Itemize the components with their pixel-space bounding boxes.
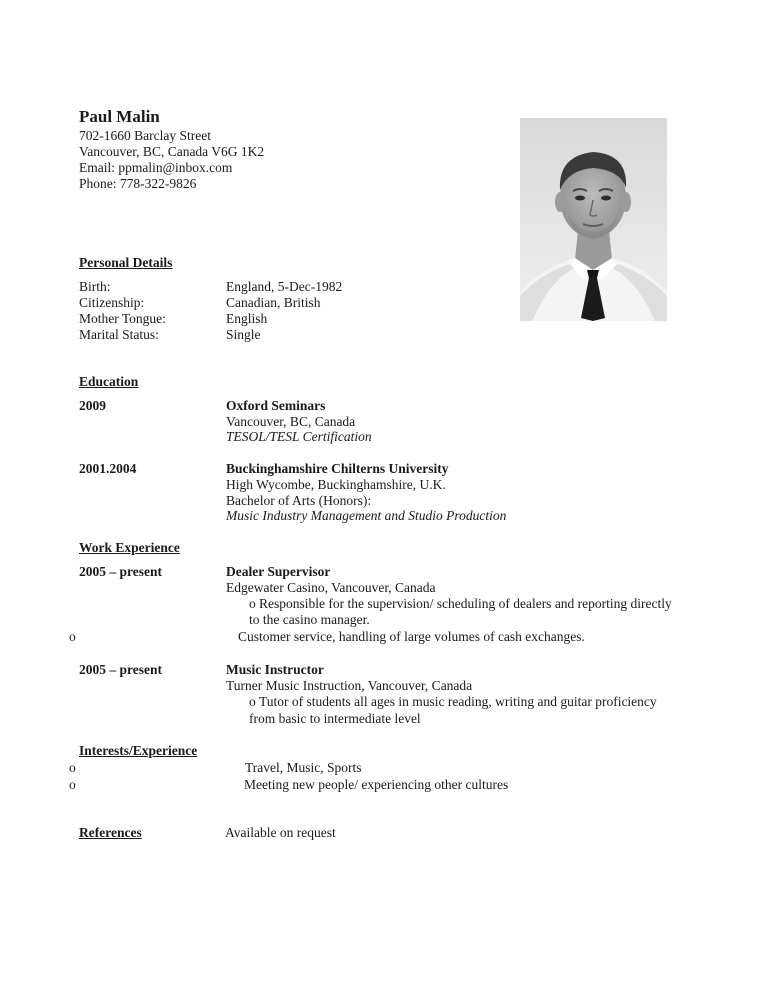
list-bullet: o xyxy=(69,629,76,644)
education-year: 2001.2004 xyxy=(79,461,137,476)
birth-value: England, 5-Dec-1982 xyxy=(226,279,343,294)
duty-line: Responsible for the supervision/ scheduling of dealers and reporting directly xyxy=(259,596,672,611)
education-detail: TESOL/TESL Certification xyxy=(226,429,372,444)
job-title: Music Instructor xyxy=(226,662,324,677)
education-location: High Wycombe, Buckinghamshire, U.K. xyxy=(226,477,446,492)
interest-item: Travel, Music, Sports xyxy=(245,760,362,775)
marital-status-label: Marital Status: xyxy=(79,327,159,342)
education-heading: Education xyxy=(79,374,139,389)
email-line: Email: ppmalin@inbox.com xyxy=(79,160,233,175)
education-location: Vancouver, BC, Canada xyxy=(226,414,356,429)
interests-heading: Interests/Experience xyxy=(79,743,198,758)
references-value: Available on request xyxy=(225,825,336,840)
work-experience-heading: Work Experience xyxy=(79,540,180,555)
birth-label: Birth: xyxy=(79,279,111,294)
marital-status-value: Single xyxy=(226,327,261,342)
interest-item: Meeting new people/ experiencing other cultures xyxy=(244,777,509,792)
employer: Edgewater Casino, Vancouver, Canada xyxy=(226,580,436,595)
mother-tongue-value: English xyxy=(226,311,268,326)
mother-tongue-label: Mother Tongue: xyxy=(79,311,166,326)
education-institution: Buckinghamshire Chilterns University xyxy=(226,461,449,476)
portrait-photo-icon xyxy=(520,118,667,321)
education-degree: Bachelor of Arts (Honors): xyxy=(226,493,372,508)
education-year: 2009 xyxy=(79,398,106,413)
duty-line-continued: from basic to intermediate level xyxy=(249,711,421,726)
citizenship-value: Canadian, British xyxy=(226,295,321,310)
address-line-2: Vancouver, BC, Canada V6G 1K2 xyxy=(79,144,265,159)
employer: Turner Music Instruction, Vancouver, Canada xyxy=(226,678,473,693)
phone-line: Phone: 778-322-9826 xyxy=(79,176,197,191)
list-bullet: o xyxy=(69,777,76,792)
duty-line-continued: to the casino manager. xyxy=(249,612,370,627)
duty-line: Customer service, handling of large volumes of cash exchanges. xyxy=(238,629,585,644)
personal-details-heading: Personal Details xyxy=(79,255,173,270)
work-period: 2005 – present xyxy=(79,662,162,677)
work-period: 2005 – present xyxy=(79,564,162,579)
duty-line: Tutor of students all ages in music reading, writing and guitar proficiency xyxy=(259,694,657,709)
job-title: Dealer Supervisor xyxy=(226,564,331,579)
list-bullet: o xyxy=(249,596,256,611)
education-detail: Music Industry Management and Studio Production xyxy=(226,508,507,523)
references-heading: References xyxy=(79,825,142,840)
education-institution: Oxford Seminars xyxy=(226,398,326,413)
list-bullet: o xyxy=(69,760,76,775)
address-line-1: 702-1660 Barclay Street xyxy=(79,128,211,143)
applicant-name: Paul Malin xyxy=(79,107,160,126)
portrait-photo xyxy=(520,118,667,321)
list-bullet: o xyxy=(249,694,256,709)
citizenship-label: Citizenship: xyxy=(79,295,145,310)
